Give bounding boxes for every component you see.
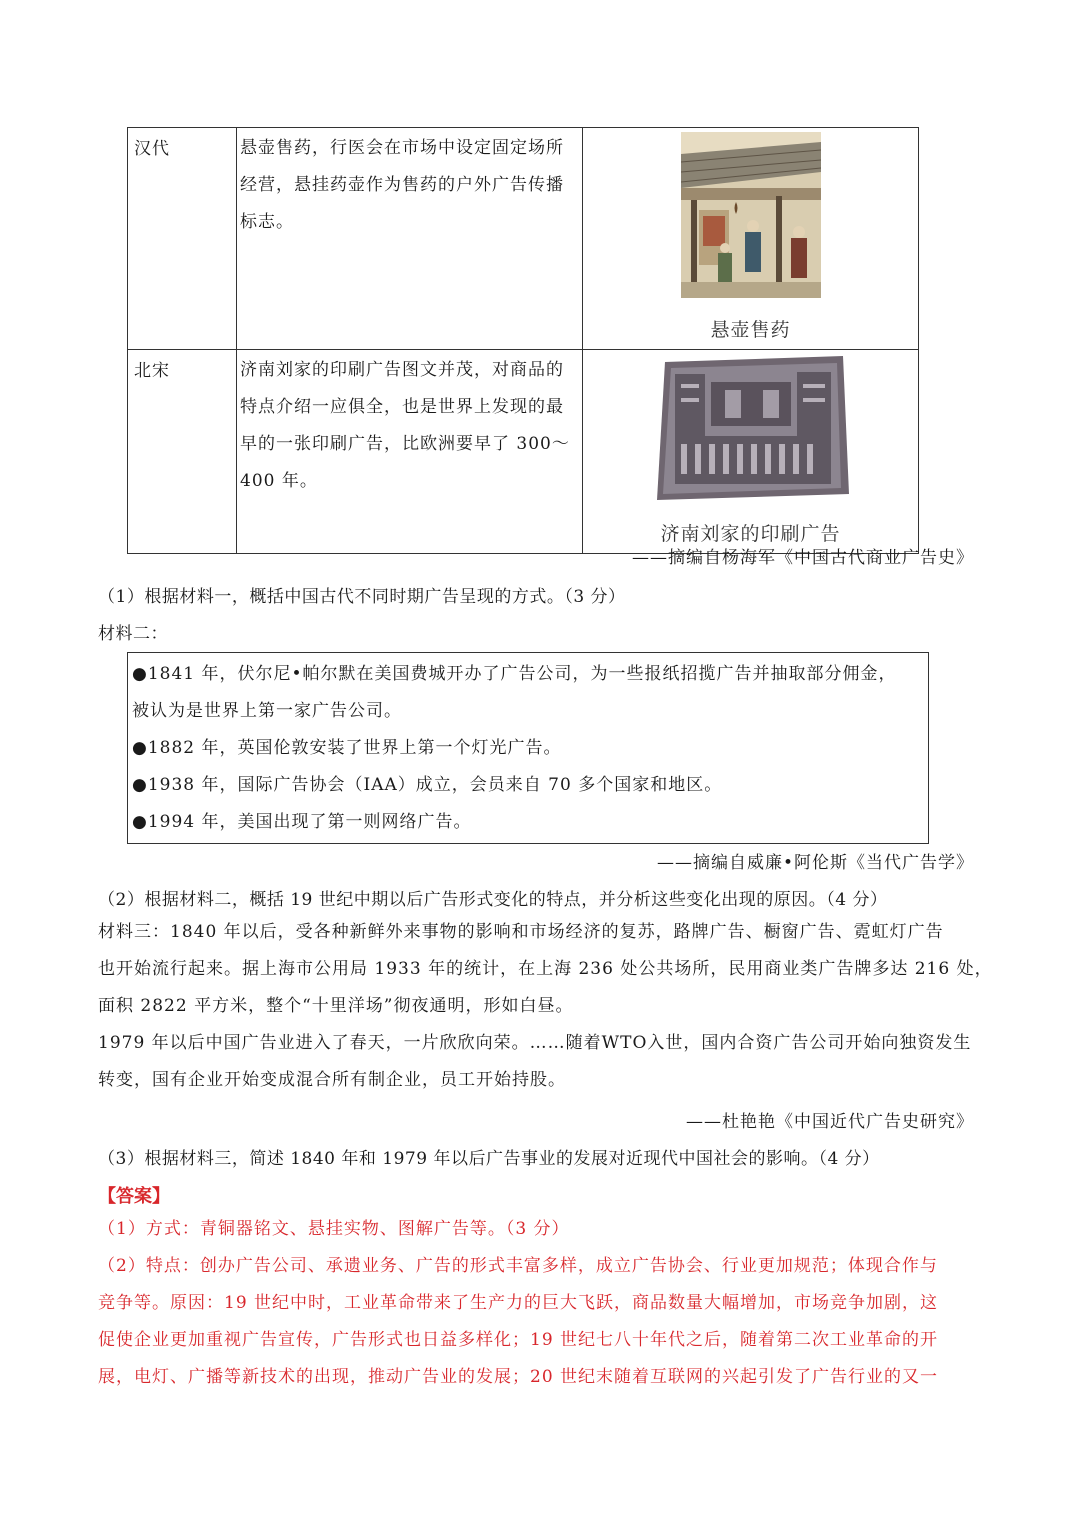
desc-line: 特点介绍一应俱全，也是世界上发现的最 bbox=[240, 397, 564, 417]
image-caption: 悬壶售药 bbox=[710, 319, 791, 341]
text-line: 1979 年以后中国广告业进入了春天，一片欣欣向荣。……随着WTO入世，国内合资广告公司开始向独资发生 bbox=[98, 1033, 972, 1053]
era-cell: 北宋 bbox=[128, 350, 237, 554]
material2-box bbox=[127, 652, 929, 844]
description-cell bbox=[237, 128, 583, 350]
era-cell: 汉代 bbox=[128, 128, 237, 350]
printing-plate-photo bbox=[651, 354, 851, 553]
desc-line: 悬壶售药，行医会在市场中设定固定场所 bbox=[240, 138, 564, 158]
desc-line: 经营，悬挂药壶作为售药的户外广告传播 bbox=[240, 175, 564, 195]
desc-line: 标志。 bbox=[240, 212, 294, 232]
printing-plate-image bbox=[651, 354, 851, 502]
material3-text bbox=[98, 914, 993, 1099]
picture-cell bbox=[583, 128, 919, 350]
list-item: ●1841 年，伏尔尼•帕尔默在美国费城开办了广告公司，为一些报纸招揽广告并抽取部分佣金， bbox=[132, 664, 897, 684]
table-row bbox=[128, 128, 919, 350]
answer-line: （1）方式：青铜器铭文、悬挂实物、图解广告等。（3 分） bbox=[98, 1219, 570, 1239]
answer-line: 竞争等。原因：19 世纪中时，工业革命带来了生产力的巨大飞跃，商品数量大幅增加，市场竞争加剧，这 bbox=[98, 1293, 939, 1313]
material2-source: ——摘编自威廉•阿伦斯《当代广告学》 bbox=[656, 853, 974, 873]
hanging-pot-painting bbox=[681, 132, 821, 349]
question-1: （1）根据材料一，概括中国古代不同时期广告呈现的方式。（3 分） bbox=[98, 587, 626, 607]
desc-line: 400 年。 bbox=[240, 471, 318, 491]
list-item: ●1994 年，美国出现了第一则网络广告。 bbox=[132, 812, 472, 832]
answer-text bbox=[98, 1211, 986, 1396]
description-cell bbox=[237, 350, 583, 554]
answer-title: 【答案】 bbox=[98, 1186, 170, 1207]
material2-heading: 材料二： bbox=[98, 624, 168, 644]
material1-source: ——摘编自杨海军《中国古代商业广告史》 bbox=[632, 548, 974, 568]
list-item: ●1938 年，国际广告协会（IAA）成立，会员来自 70 多个国家和地区。 bbox=[132, 775, 723, 795]
desc-line: 济南刘家的印刷广告图文并茂，对商品的 bbox=[240, 360, 564, 380]
question-3: （3）根据材料三，简述 1840 年和 1979 年以后广告事业的发展对近现代中国社会的影响。（4 分） bbox=[98, 1149, 880, 1169]
question-2: （2）根据材料二，概括 19 世纪中期以后广告形式变化的特点，并分析这些变化出现的原因。（4 分） bbox=[98, 890, 888, 910]
painting-image bbox=[681, 132, 821, 298]
table-row bbox=[128, 350, 919, 554]
answer-line: 展，电灯、广播等新技术的出现，推动广告业的发展；20 世纪末随着互联网的兴起引发了广告行业的又一 bbox=[98, 1367, 939, 1387]
answer-line: 促使企业更加重视广告宣传，广告形式也日益多样化；19 世纪七八十年代之后，随着第二次工业革命的开 bbox=[98, 1330, 939, 1350]
text-line: 面积 2822 平方米，整个“十里洋场”彻夜通明，形如白昼。 bbox=[98, 996, 574, 1016]
material1-table bbox=[127, 127, 919, 554]
desc-line: 早的一张印刷广告，比欧洲要早了 300～ bbox=[240, 434, 570, 454]
text-line: 材料三：1840 年以后，受各种新鲜外来事物的影响和市场经济的复苏，路牌广告、橱窗广告、霓虹灯广告 bbox=[98, 922, 944, 942]
material3-source: ——杜艳艳《中国近代广告史研究》 bbox=[686, 1112, 974, 1132]
image-caption: 济南刘家的印刷广告 bbox=[660, 523, 841, 545]
list-item: ●1882 年，英国伦敦安装了世界上第一个灯光广告。 bbox=[132, 738, 562, 758]
picture-cell bbox=[583, 350, 919, 554]
list-item: 被认为是世界上第一家广告公司。 bbox=[132, 701, 402, 721]
text-line: 转变，国有企业开始变成混合所有制企业，员工开始持股。 bbox=[98, 1070, 566, 1090]
answer-line: （2）特点：创办广告公司、承遗业务、广告的形式丰富多样，成立广告协会、行业更加规范；体现合作与 bbox=[98, 1256, 938, 1276]
text-line: 也开始流行起来。据上海市公用局 1933 年的统计，在上海 236 处公共场所，民用商业类广告牌多达 216 处， bbox=[98, 959, 993, 979]
